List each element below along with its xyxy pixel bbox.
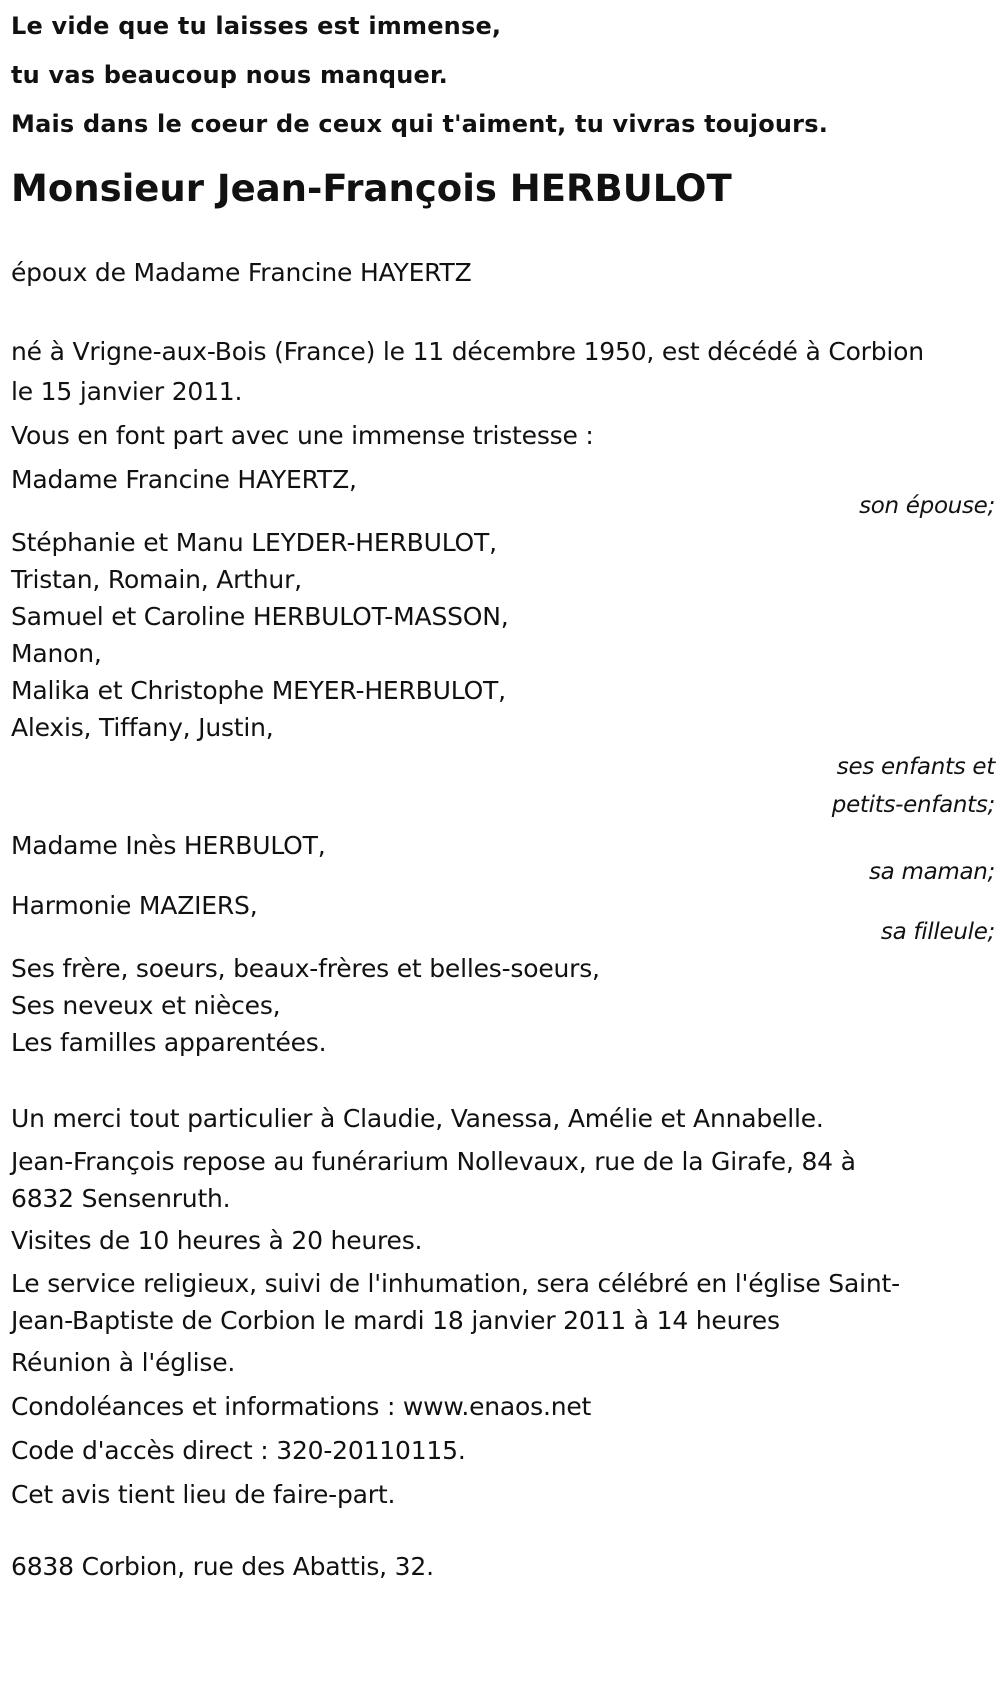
children-name-6: Alexis, Tiffany, Justin, — [11, 713, 274, 742]
funerarium-paragraph — [11, 1143, 995, 1217]
children-list — [11, 524, 995, 746]
address-line: 6838 Corbion, rue des Abattis, 32. — [11, 1552, 434, 1581]
children-relation-line-1: ses enfants et — [836, 754, 995, 780]
announcement-line: Vous en font part avec une immense tristesse : — [11, 421, 594, 450]
spouse-line: époux de Madame Francine HAYERTZ — [11, 258, 472, 287]
children-name-3: Samuel et Caroline HERBULOT-MASSON, — [11, 602, 509, 631]
notice-line: Cet avis tient lieu de faire-part. — [11, 1480, 396, 1509]
mother-name: Madame Inès HERBULOT, — [11, 831, 326, 860]
other-family-list — [11, 950, 995, 1061]
birth-death-paragraph — [11, 332, 995, 412]
intro-line-3: Mais dans le coeur de ceux qui t'aiment, tu vivras toujours. — [11, 110, 829, 138]
other-family-line-1: Ses frère, soeurs, beaux-frères et belles-soeurs, — [11, 954, 600, 983]
other-family-line-3: Les familles apparentées. — [11, 1028, 327, 1057]
birth-death-line-2: le 15 janvier 2011. — [11, 377, 243, 406]
intro-line-1: Le vide que tu laisses est immense, — [11, 12, 502, 40]
funerarium-line-2: 6832 Sensenruth. — [11, 1184, 231, 1213]
birth-death-line-1: né à Vrigne-aux-Bois (France) le 11 décembre 1950, est décédé à Corbion — [11, 337, 924, 366]
children-relation-line-2: petits-enfants; — [831, 792, 995, 818]
service-paragraph — [11, 1265, 995, 1339]
meeting-line: Réunion à l'église. — [11, 1348, 236, 1377]
service-line-1: Le service religieux, suivi de l'inhumation, sera célébré en l'église Saint- — [11, 1269, 900, 1298]
children-name-1: Stéphanie et Manu LEYDER-HERBULOT, — [11, 528, 497, 557]
spouse-name: Madame Francine HAYERTZ, — [11, 465, 357, 494]
visits-line: Visites de 10 heures à 20 heures. — [11, 1226, 423, 1255]
spouse-relation: son épouse; — [859, 493, 995, 519]
children-name-2: Tristan, Romain, Arthur, — [11, 565, 302, 594]
access-code-line: Code d'accès direct : 320-20110115. — [11, 1436, 466, 1465]
thanks-line: Un merci tout particulier à Claudie, Vanessa, Amélie et Annabelle. — [11, 1104, 824, 1133]
goddaughter-name: Harmonie MAZIERS, — [11, 891, 258, 920]
deceased-name: Monsieur Jean-François HERBULOT — [11, 167, 732, 210]
goddaughter-relation: sa filleule; — [880, 919, 995, 945]
obituary-notice — [11, 0, 995, 1587]
children-name-5: Malika et Christophe MEYER-HERBULOT, — [11, 676, 506, 705]
condolences-line: Condoléances et informations : www.enaos.net — [11, 1392, 592, 1421]
intro-line-2: tu vas beaucoup nous manquer. — [11, 61, 448, 89]
funerarium-line-1: Jean-François repose au funérarium Nollevaux, rue de la Girafe, 84 à — [11, 1147, 856, 1176]
service-line-2: Jean-Baptiste de Corbion le mardi 18 janvier 2011 à 14 heures — [11, 1306, 780, 1335]
intro-poem — [11, 2, 995, 149]
mother-relation: sa maman; — [868, 859, 995, 885]
other-family-line-2: Ses neveux et nièces, — [11, 991, 281, 1020]
children-name-4: Manon, — [11, 639, 102, 668]
